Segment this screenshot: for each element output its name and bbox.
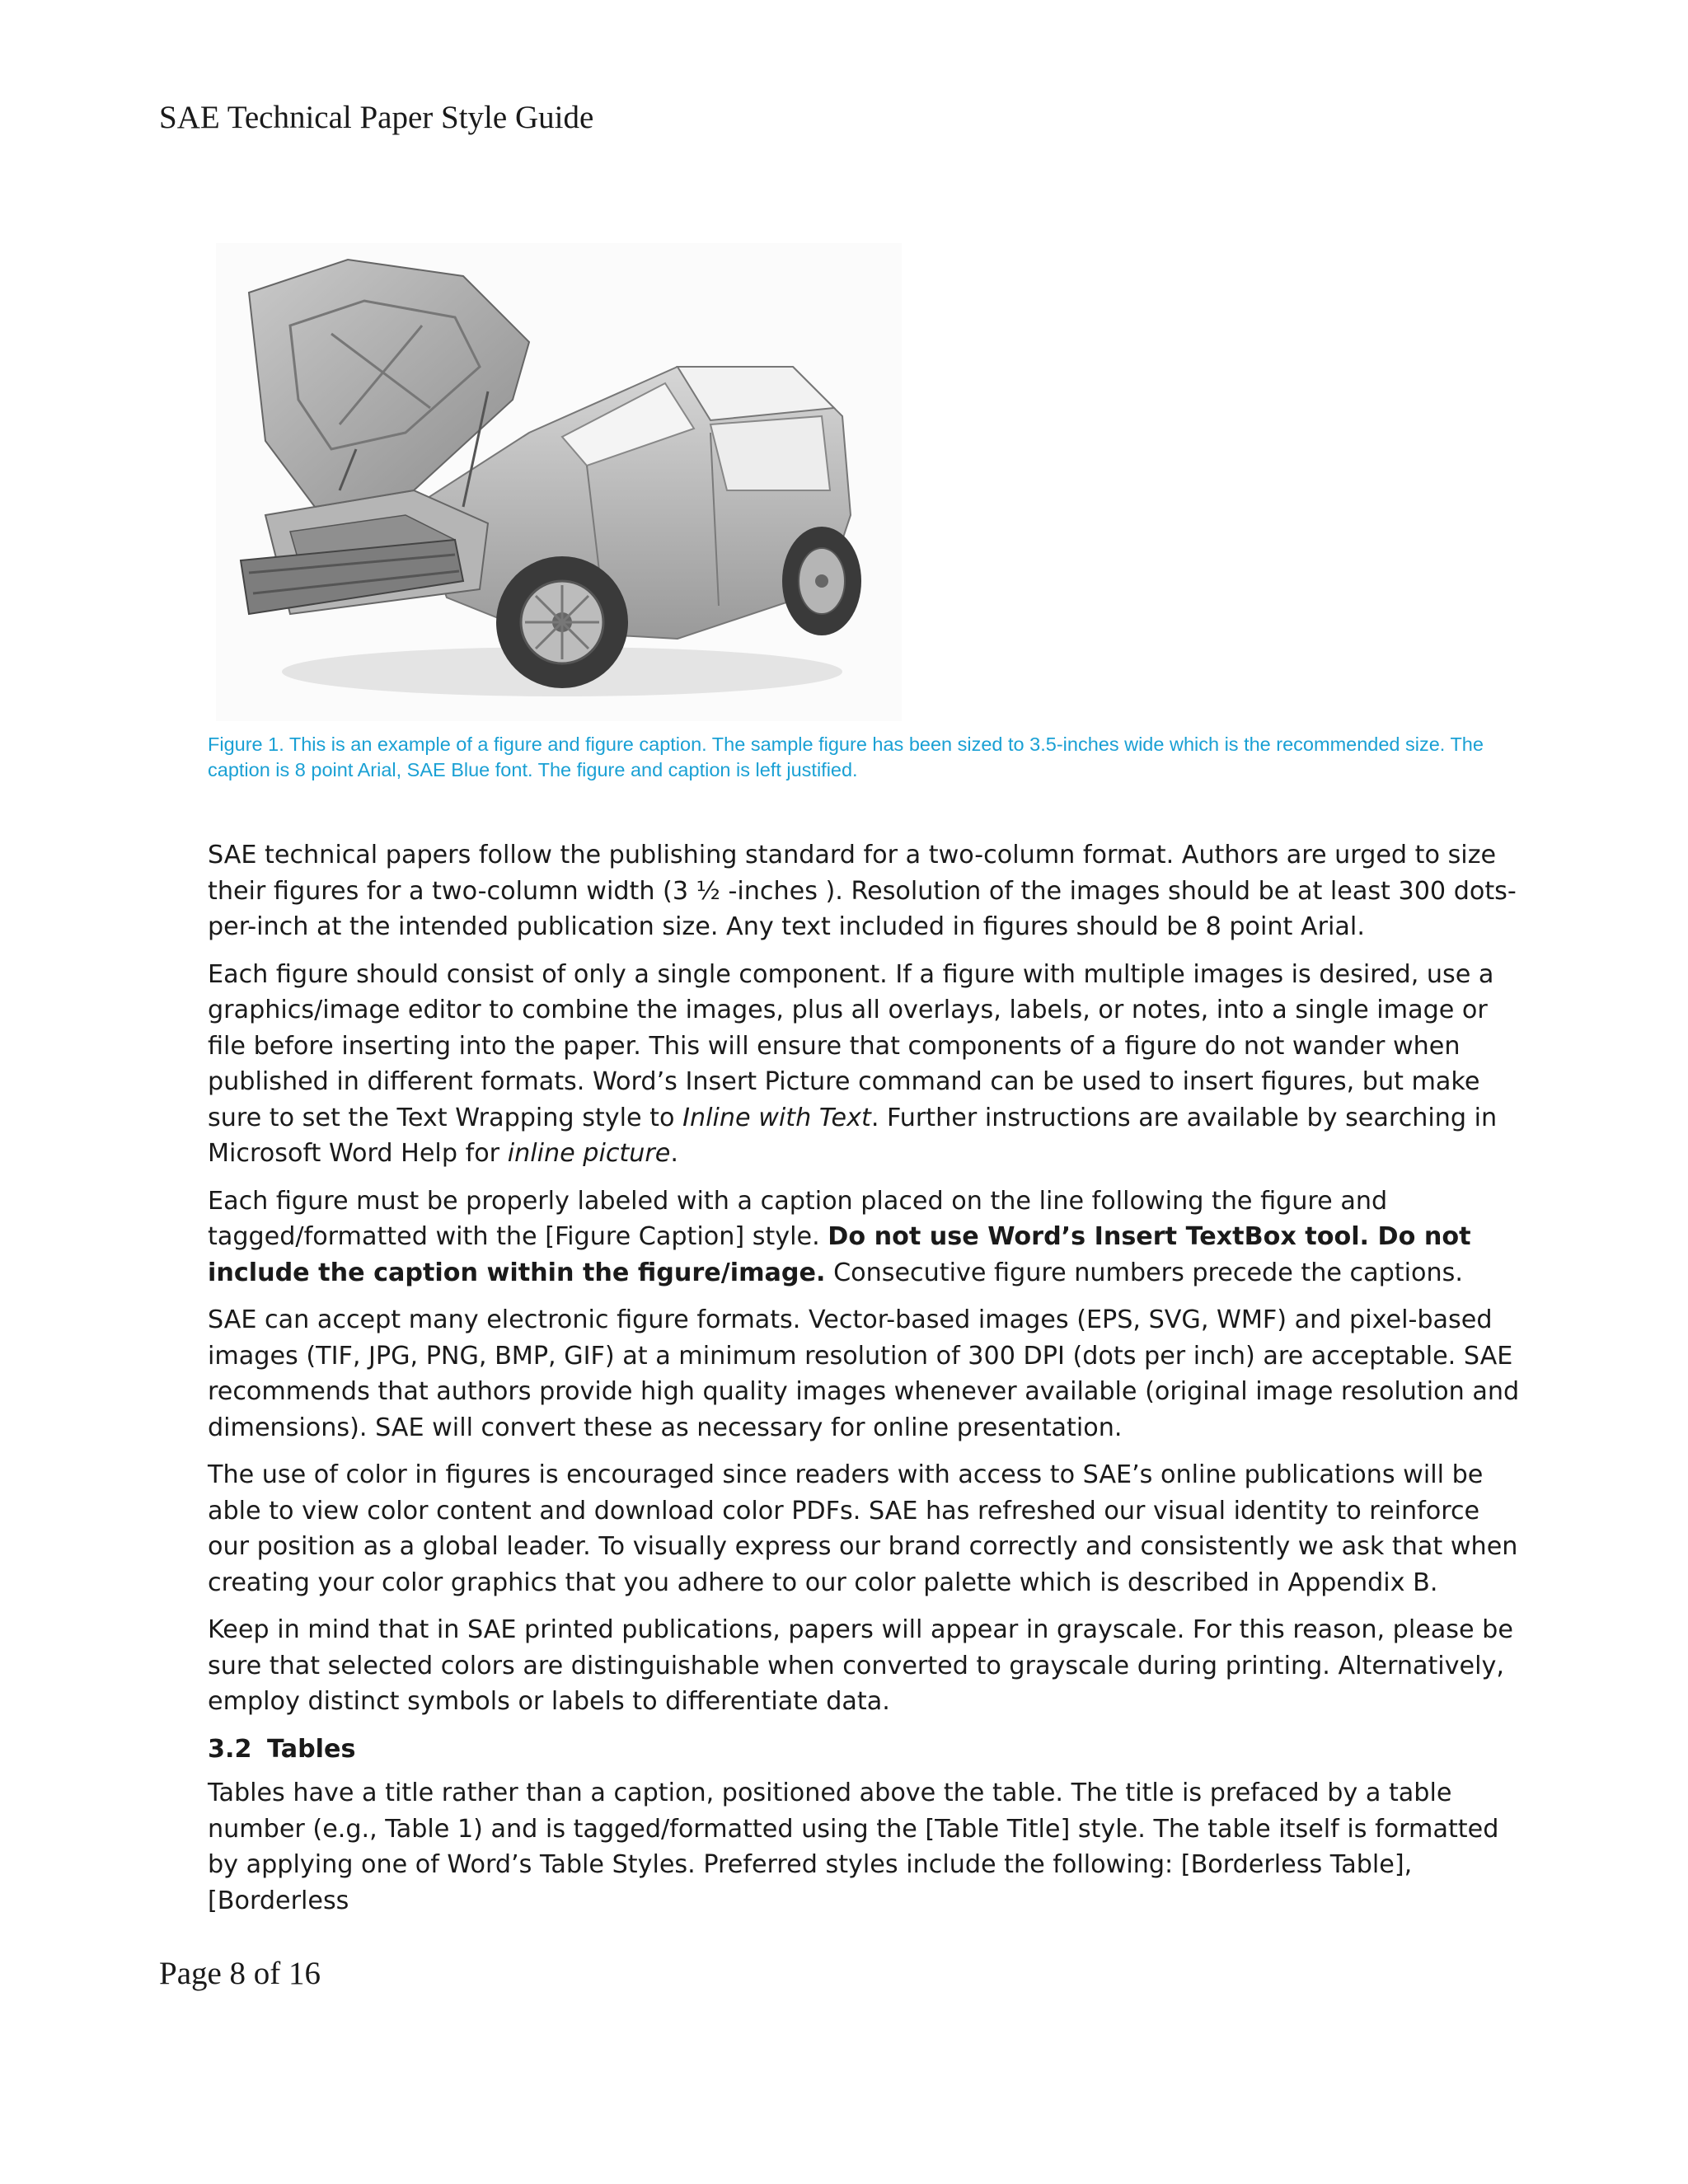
- italic-term-inline-with-text: Inline with Text: [682, 1103, 871, 1132]
- figure-car-body-image: [216, 243, 902, 721]
- paragraph-tables: Tables have a title rather than a caption, positioned above the table. The title is prefaced by a table number (e.g., Table 1) and is tagged/formatted using the [Table Title] style. The table itself is formatted by applying one of Word’s Table Styles. Preferred styles include the following: [Borderless Table], [Borderless: [208, 1779, 1499, 1915]
- text-run: Consecutive figure numbers precede the captions.: [825, 1258, 1463, 1287]
- section-heading-tables: [208, 1732, 1526, 1768]
- paragraph-caption-rules: [208, 1183, 1526, 1291]
- paragraph-figure-size: SAE technical papers follow the publishing standard for a two-column format. Authors are urged to size their figures for a two-column width (3 ½ -inches ). Resolution of the images should be at least 300 dots-per-inch at the intended publication size. Any text included in figures should be 8 point Arial.: [208, 841, 1517, 941]
- page-header: SAE Technical Paper Style Guide: [159, 100, 594, 135]
- body-text: [208, 837, 1526, 1930]
- text-run: Each figure must be properly labeled with a caption placed on the line following the figure and tagged/formatted with the [Figure Caption] style.: [208, 1186, 1388, 1251]
- text-run: . Further instructions are available by searching in Microsoft Word Help for: [208, 1103, 1498, 1168]
- page-footer: Page 8 of 16: [159, 1956, 321, 1991]
- paragraph-grayscale: Keep in mind that in SAE printed publications, papers will appear in grayscale. For this reason, please be sure that selected colors are distinguishable when converted to grayscale during printing. Alternatively, employ distinct symbols or labels to differentiate data.: [208, 1615, 1513, 1716]
- figure-caption: Figure 1. This is an example of a figure and figure caption. The sample figure has been sized to 3.5-inches wide which is the recommended size. The caption is 8 point Arial, SAE Blue font. The figure and caption is left justified.: [208, 733, 1484, 780]
- text-run: Each figure should consist of only a single component. If a figure with multiple images is desired, use a graphics/image editor to combine the images, plus all overlays, labels, or notes, into a single image or file before inserting into the paper. This will ensure that components of a figure do not wander when published in different formats. Word’s Insert Picture command can be used to insert figures, but make sure to set the Text Wrapping style to: [208, 959, 1494, 1132]
- section-number: 3.2: [208, 1734, 252, 1764]
- bold-warning: Do not use Word’s Insert TextBox tool. Do not include the caption within the figure/image.: [208, 1222, 1471, 1287]
- paragraph-single-component: [208, 957, 1526, 1172]
- car-body-illustration: [216, 243, 902, 721]
- paragraph-figure-formats: SAE can accept many electronic figure formats. Vector-based images (EPS, SVG, WMF) and pixel-based images (TIF, JPG, PNG, BMP, GIF) at a minimum resolution of 300 DPI (dots per inch) are acceptable. SAE recommends that authors provide high quality images whenever available (original image resolution and dimensions). SAE will convert these as necessary for online presentation.: [208, 1305, 1520, 1442]
- paragraph-color-use: The use of color in figures is encouraged since readers with access to SAE’s online publications will be able to view color content and download color PDFs. SAE has refreshed our visual identity to reinforce our position as a global leader. To visually express our brand correctly and consistently we ask that when creating your color graphics that you adhere to our color palette which is described in Appendix B.: [208, 1460, 1518, 1597]
- text-run: .: [670, 1139, 678, 1168]
- italic-term-inline-picture: inline picture: [507, 1139, 671, 1168]
- section-title: Tables: [267, 1734, 356, 1764]
